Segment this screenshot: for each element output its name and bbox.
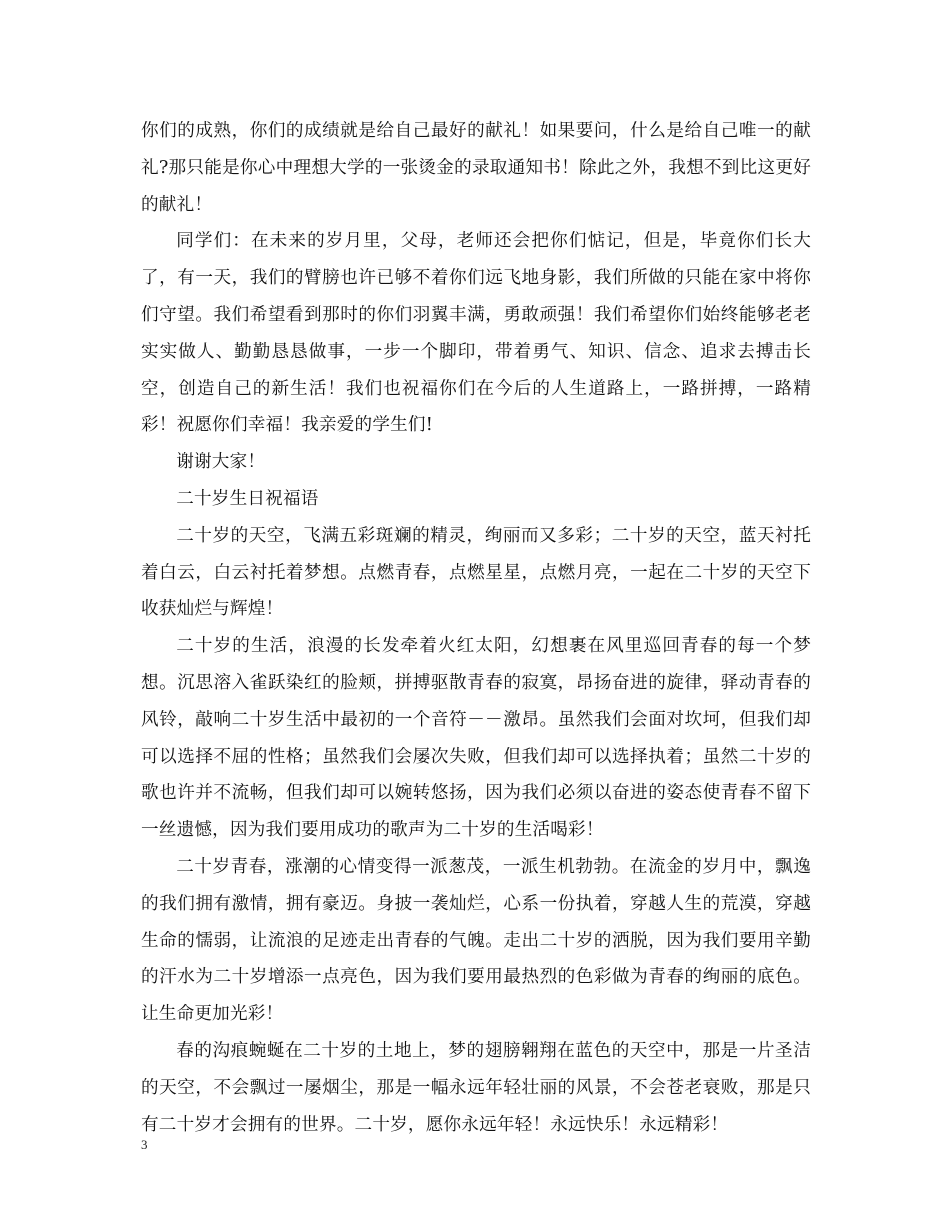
paragraph-thanks: 谢谢大家！ [176, 452, 266, 473]
page-number: 3 [141, 1137, 148, 1152]
paragraph-life: 二十岁的生活，浪漫的长发牵着火红太阳，幻想裹在风里巡回青春的每一个梦想。沉思溶入雀跃染红的脸颊，拼搏驱散青春的寂寞，昂扬奋进的旋律，驿动青春的风铃，敲响二十岁生活中最初的一个音符－－激昂。虽然我们会面对坎坷，但我们却可以选择不屈的性格；虽然我们会屡次失败，但我们却可以选择执着；虽然二十岁的歌也许并不流畅，但我们却可以婉转悠扬，因为我们必须以奋进的姿态使青春不留下一丝遗憾，因为我们要用成功的歌声为二十岁的生活喝彩！ [141, 636, 811, 841]
paragraph-continuation: 你们的成熟，你们的成绩就是给自己最好的献礼！如果要问，什么是给自己唯一的献礼?那只能是你心中理想大学的一张烫金的录取通知书！除此之外，我想不到比这更好的献礼！ [141, 121, 811, 215]
document-body [141, 113, 811, 1143]
paragraph-classmates: 同学们：在未来的岁月里，父母，老师还会把你们惦记，但是，毕竟你们长大了，有一天，我们的臂膀也许已够不着你们远飞地身影，我们所做的只能在家中将你们守望。我们希望看到那时的你们羽翼丰满，勇敢顽强！我们希望你们始终能够老老实实做人、勤勤恳恳做事，一步一个脚印，带着勇气、知识、信念、追求去搏击长空，创造自己的新生活！我们也祝福你们在今后的人生道路上，一路拼搏，一路精彩！祝愿你们幸福！我亲爱的学生们! [141, 231, 811, 436]
paragraph-youth: 二十岁青春，涨潮的心情变得一派葱茂，一派生机勃勃。在流金的岁月中，飘逸的我们拥有激情，拥有豪迈。身披一袭灿烂，心系一份执着，穿越人生的荒漠，穿越生命的懦弱，让流浪的足迹走出青春的气魄。走出二十岁的洒脱，因为我们要用辛勤的汗水为二十岁增添一点亮色，因为我们要用最热烈的色彩做为青春的绚丽的底色。让生命更加光彩！ [141, 856, 811, 1025]
section-heading: 二十岁生日祝福语 [176, 488, 319, 509]
paragraph-spring: 春的沟痕蜿蜒在二十岁的土地上，梦的翅膀翱翔在蓝色的天空中，那是一片圣洁的天空，不会飘过一屡烟尘，那是一幅永远年轻壮丽的风景，不会苍老衰败，那是只有二十岁才会拥有的世界。二十岁，愿你永远年轻！永远快乐！永远精彩！ [141, 1040, 811, 1135]
paragraph-sky: 二十岁的天空，飞满五彩斑斓的精灵，绚丽而又多彩；二十岁的天空，蓝天衬托着白云，白云衬托着梦想。点燃青春，点燃星星，点燃月亮，一起在二十岁的天空下收获灿烂与辉煌！ [141, 525, 811, 620]
